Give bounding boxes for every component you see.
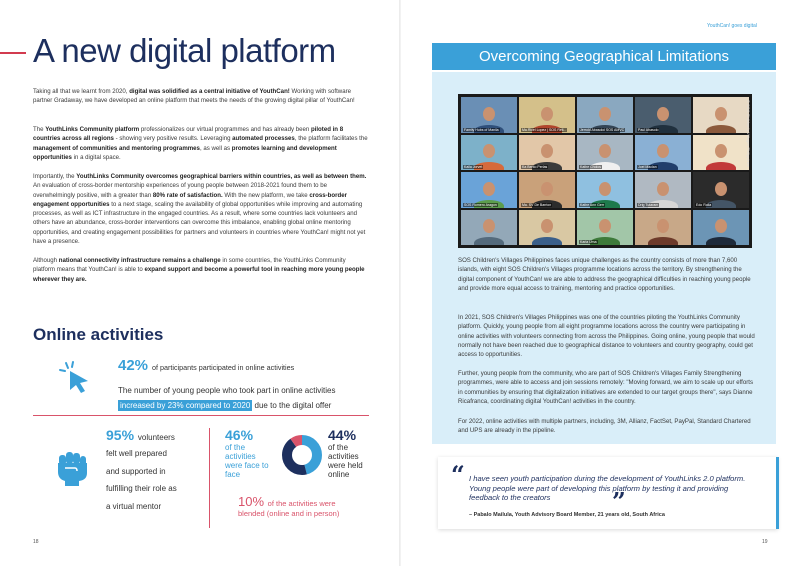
emphasis-text: expand support and become a powerful tool in reaching more young people wherever they are. bbox=[33, 266, 365, 283]
participant-body bbox=[706, 125, 736, 133]
participant-face bbox=[657, 182, 669, 196]
participant-tile bbox=[635, 172, 691, 208]
participant-tile bbox=[635, 97, 691, 133]
participant-tile bbox=[635, 210, 691, 246]
participant-tile bbox=[519, 172, 575, 208]
volunteer-line: felt well prepared bbox=[106, 449, 167, 458]
intro-paragraph-2 bbox=[33, 125, 369, 162]
blended-pct: 10% bbox=[238, 494, 265, 509]
online-activities-heading: Online activities bbox=[33, 325, 164, 344]
volunteer-pct-value: 95% bbox=[106, 427, 135, 443]
participant-face bbox=[599, 182, 611, 196]
participant-name: Drig Tutaram bbox=[638, 202, 659, 207]
quote-close-mark: ” bbox=[612, 487, 626, 516]
participant-face bbox=[483, 182, 495, 196]
participant-name: SOS Romero Aragon bbox=[464, 202, 497, 207]
participant-tile bbox=[693, 135, 749, 171]
participant-face bbox=[657, 107, 669, 121]
participant-face bbox=[715, 107, 727, 121]
participant-face bbox=[541, 219, 553, 233]
participant-face bbox=[657, 219, 669, 233]
volunteer-line: fulfilling their role as bbox=[106, 484, 177, 493]
emphasis-text: 80% rate of satisfaction. bbox=[152, 191, 223, 199]
paragraph-text: - showing very positive results. Leveraging bbox=[113, 135, 233, 143]
participant-face bbox=[483, 219, 495, 233]
volunteer-label: volunteers bbox=[137, 433, 175, 442]
participant-tile bbox=[519, 97, 575, 133]
photo-credit-text: © SOS Children's Villages Philippines bbox=[746, 100, 751, 167]
participant-tile bbox=[519, 210, 575, 246]
participant-face bbox=[657, 144, 669, 158]
online-growth-text bbox=[118, 383, 335, 413]
online-text: of the activities were held online bbox=[328, 443, 363, 479]
intro-paragraph-1 bbox=[33, 87, 369, 106]
participant-face bbox=[483, 107, 495, 121]
participant-tile bbox=[693, 97, 749, 133]
section-divider bbox=[33, 415, 369, 416]
participant-body bbox=[706, 237, 736, 245]
online-growth-highlight: increased by 23% compared to 2020 bbox=[120, 401, 251, 410]
online-growth-line-1: The number of young people who took part in online activities bbox=[118, 386, 336, 395]
page-title: A new digital platform bbox=[33, 32, 336, 69]
participant-tile bbox=[693, 210, 749, 246]
emphasis-text: piloted in 8 countries across all regions bbox=[33, 126, 344, 143]
volunteer-pct bbox=[106, 427, 175, 443]
participant-face bbox=[715, 219, 727, 233]
emphasis-text: cross-border engagement opportunities bbox=[33, 191, 347, 208]
participant-name: Jerrold Abasoloi SOS AMVC bbox=[580, 127, 625, 132]
participant-name: Kathe Ann Gerr bbox=[580, 202, 605, 207]
cursor-click-icon bbox=[58, 360, 92, 394]
participant-tile bbox=[461, 135, 517, 171]
emphasis-text: promotes learning and development opportunities bbox=[33, 144, 337, 161]
participant-face bbox=[715, 182, 727, 196]
stats-separator bbox=[209, 428, 210, 528]
case-paragraph-2: In 2021, SOS Children's Villages Philippines was one of the countries piloting the YouthLinks Community platform. Quickly, young people from all eight programme locations across the country were participating in online activities with volunteers connecting from across the Philippines. Going online, young people that would normally not have been reached due to geographical distance to volunteers and country geography, could get access to opportunities. bbox=[458, 314, 755, 359]
paragraph-text: Taking all that we learnt from 2020, bbox=[33, 88, 130, 95]
page-gutter bbox=[399, 0, 401, 566]
emphasis-text: national connectivity infrastructure remains a challenge bbox=[58, 257, 221, 264]
volunteer-line: and supported in bbox=[106, 466, 166, 476]
paragraph-text: The bbox=[33, 126, 46, 133]
emphasis-text: management of communities and mentoring programmes bbox=[33, 144, 200, 152]
face-to-face-text: of the activities were face to face bbox=[225, 443, 269, 479]
participant-face bbox=[599, 144, 611, 158]
participant-tile bbox=[577, 172, 633, 208]
participant-tile bbox=[577, 135, 633, 171]
participant-face bbox=[541, 107, 553, 121]
participant-body bbox=[648, 237, 678, 245]
participant-tile bbox=[577, 210, 633, 246]
raised-fist-icon bbox=[53, 447, 93, 487]
participant-body bbox=[532, 237, 562, 245]
participant-face bbox=[599, 219, 611, 233]
participant-name: Ka Bento Perlas bbox=[522, 165, 548, 169]
participant-body bbox=[706, 162, 736, 170]
participant-name: Ma.Ricel Lopez | SOS Reli... bbox=[522, 127, 567, 132]
paragraph-text: professionalizes our virtual programmes and has already been bbox=[139, 126, 311, 133]
photo-credit bbox=[744, 100, 752, 240]
online-participation-pct: 42% bbox=[118, 357, 149, 374]
blended-stat bbox=[238, 494, 336, 509]
participant-tile bbox=[461, 172, 517, 208]
page-number-right: 19 bbox=[762, 539, 768, 545]
participant-name: Family Hubs of Manila bbox=[464, 127, 499, 132]
quote-accent-bar bbox=[776, 457, 779, 529]
case-paragraph-4: For 2022, online activities with multiple partners, including, 3M, Allianz, FactSet, PayPal, Standard Chartered and UPS are already in the pipeline. bbox=[458, 418, 751, 435]
online-pct: 44% bbox=[328, 427, 357, 443]
participant-tile bbox=[461, 97, 517, 133]
volunteer-text bbox=[106, 445, 177, 515]
participant-tile bbox=[635, 135, 691, 171]
page-number-left: 18 bbox=[33, 539, 39, 545]
emphasis-text: YouthLinks Community overcomes geographical barriers within countries, as well as between them. bbox=[76, 173, 367, 180]
participant-name: Edo Rolla bbox=[696, 202, 712, 207]
participant-face bbox=[599, 107, 611, 121]
face-to-face-pct: 46% bbox=[225, 427, 254, 443]
paragraph-text: An evaluation of cross-border mentorship experiences of young people between 2018-2021 found them to be overwhelmingly positive, with a greater than bbox=[33, 182, 328, 199]
participant-tile bbox=[519, 135, 575, 171]
paragraph-text: Although bbox=[33, 257, 59, 264]
participant-face bbox=[541, 144, 553, 158]
case-paragraph-1: SOS Children's Villages Philippines faces unique challenges as the country consists of more than 7,600 islands, with eight SOS Children's Villages programme locations across the territory. By strengthening the digital component of YouthCan! we are able to address the geographical difficulties in reaching young people and provide more equal access to training, mentoring and practice opportunities. bbox=[458, 257, 751, 292]
participant-name: Paul Abasolo bbox=[638, 127, 659, 132]
paragraph-text: to a next stage, scaling the availability of global opportunities while improving and automating processes, as well as ICT infrastructure in the engaged countries. As a result, where some countries lack volunteers and others have an abundance, cross-border interventions can overcome this imbalance, enabling global online mentoring opportunities, and creating engagement possibilities for partners and volunteers in countries where YouthCan! might not yet have a presence. bbox=[33, 200, 366, 246]
participant-tile bbox=[461, 210, 517, 246]
participant-face bbox=[541, 182, 553, 196]
participant-face bbox=[715, 144, 727, 158]
paragraph-text: Working with software partner Gradaway, we have developed an online platform that meets the needs of the growing digital pillar of YouthCan! bbox=[33, 88, 355, 105]
intro-paragraph-3 bbox=[33, 172, 369, 246]
emphasis-text: YouthLinks Community platform bbox=[45, 126, 140, 133]
participant-face bbox=[483, 144, 495, 158]
quote-text: I have seen youth participation during the development of YouthLinks 2.0 platform. Young people were part of developing this platform by testing it and providing feedback to the creators bbox=[469, 474, 746, 502]
quote-attribution: – Pabalo Mailula, Youth Advisory Board Member, 21 years old, South Africa bbox=[469, 512, 665, 518]
case-study-title: Overcoming Geographical Limitations bbox=[432, 43, 776, 70]
online-growth-line-2: due to the digital offer bbox=[252, 401, 332, 410]
participant-name: Karla Uma bbox=[580, 240, 597, 244]
volunteer-line: a virtual mentor bbox=[106, 501, 162, 511]
paragraph-text: , as well as bbox=[199, 144, 232, 152]
online-participation-label: of participants participated in online activities bbox=[152, 363, 295, 372]
participant-tile bbox=[577, 97, 633, 133]
title-accent-rule bbox=[0, 52, 26, 54]
participant-name: Ma. SV De Barrion bbox=[522, 202, 552, 207]
activity-mode-donut-chart bbox=[281, 434, 323, 476]
participant-tile bbox=[693, 172, 749, 208]
running-header: YouthCan! goes digital bbox=[707, 23, 757, 29]
blended-text: blended (online and in person) bbox=[238, 509, 340, 518]
participant-name: Kathe Cholos bbox=[580, 165, 602, 169]
participant-name: Joel Maclan bbox=[638, 165, 657, 169]
paragraph-text: With the new platform, we take bbox=[222, 191, 310, 199]
paragraph-text: in some countries, the YouthLinks Community platform means that YouthCan! is able to bbox=[33, 257, 346, 274]
paragraph-text: in a digital space. bbox=[71, 153, 121, 161]
paragraph-text: Importantly, the bbox=[33, 173, 77, 180]
video-call-photo bbox=[458, 94, 752, 248]
participant-name: Kaila Jorvet bbox=[464, 165, 483, 169]
emphasis-text: digital was solidified as a central initiative of YouthCan! bbox=[129, 88, 290, 95]
quote-open-mark: “ bbox=[451, 460, 465, 489]
paragraph-text: , the platform facilitates the bbox=[294, 135, 368, 143]
participant-body bbox=[474, 237, 504, 245]
emphasis-text: automated processes bbox=[232, 135, 295, 143]
intro-paragraph-4 bbox=[33, 256, 369, 284]
blended-label: of the activities were bbox=[267, 499, 336, 508]
case-paragraph-3: Further, young people from the community, who are part of SOS Children's Villages Family Strengthening programmes, were able to access and join sessions remotely: "Moving forward, we aim to scale up our efforts in communities by ensuring that digitalization initiatives are extended to our target groups there", says Dianne Ricafranca, coordinating digital YouthCan! activities in the country. bbox=[458, 370, 754, 405]
